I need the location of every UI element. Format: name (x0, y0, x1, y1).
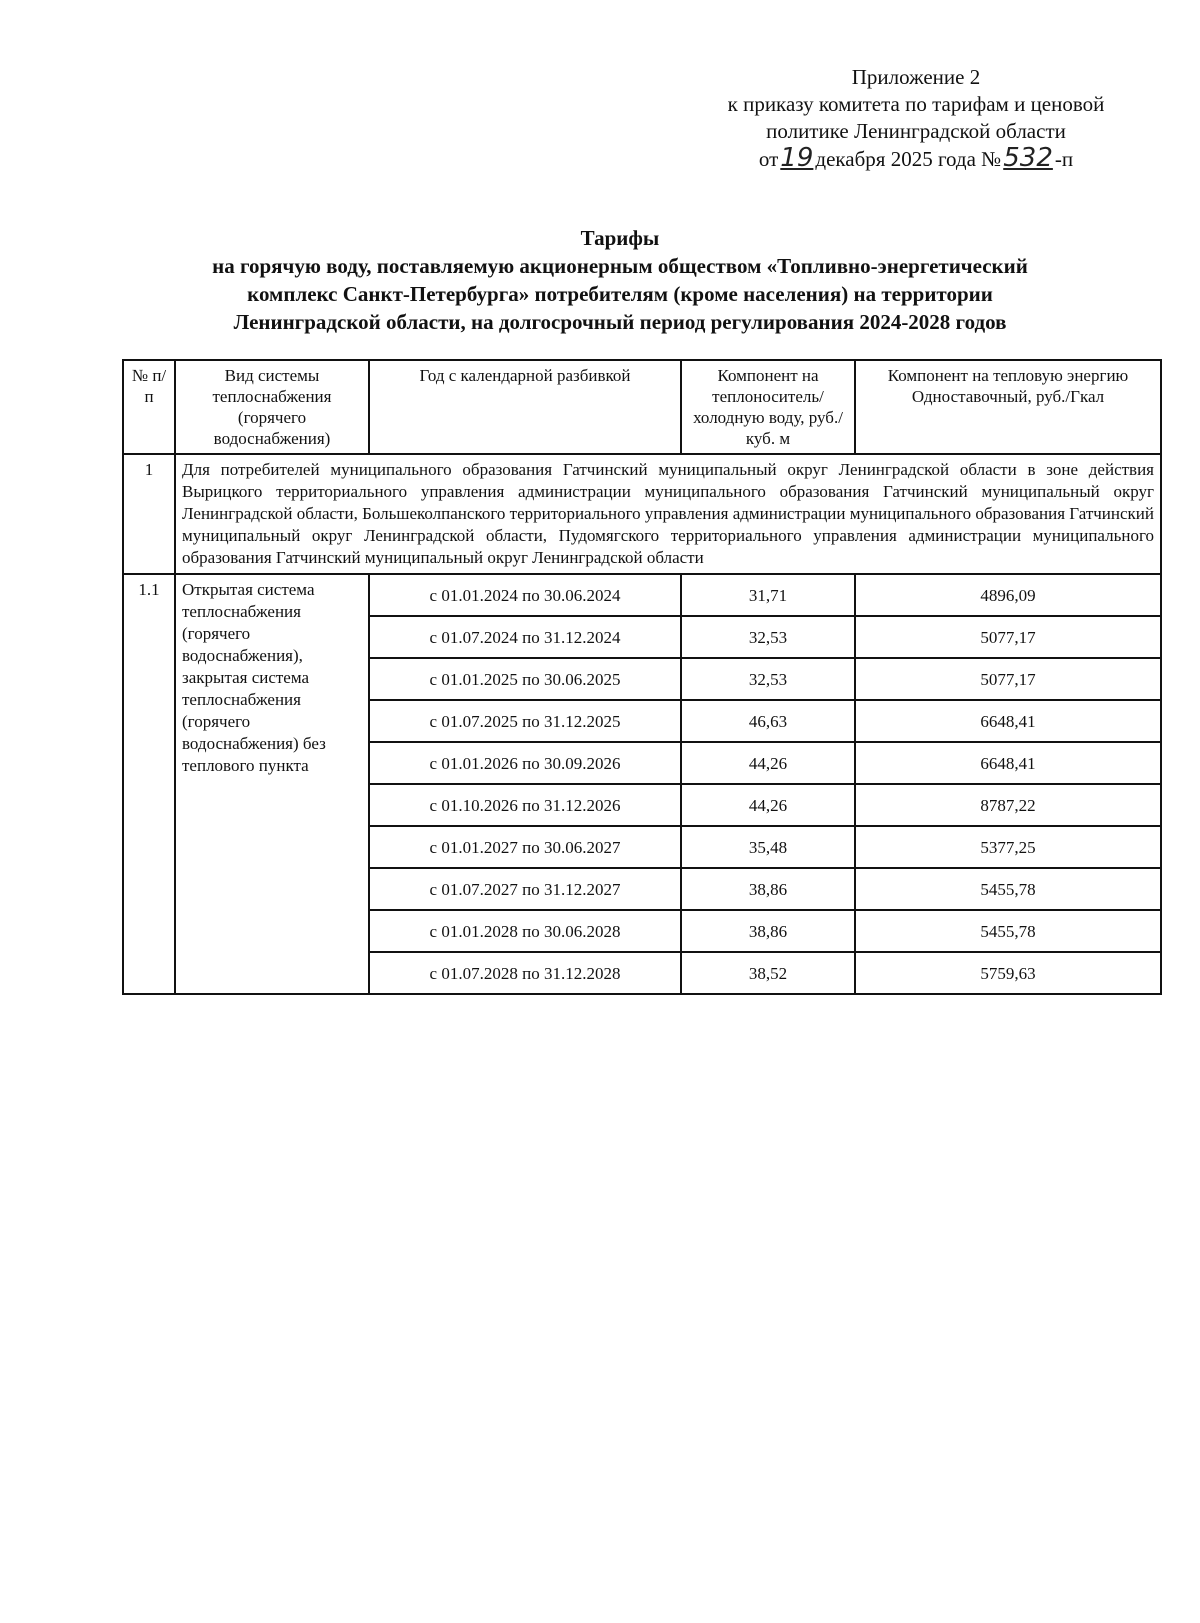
subsection-num: 1.1 (123, 574, 175, 994)
heat-component-cell: 6648,41 (855, 742, 1161, 784)
appendix-date-line (686, 145, 1146, 173)
water-component-cell: 46,63 (681, 700, 855, 742)
handwritten-order-number: 532 (1003, 143, 1053, 173)
heat-component-cell: 5759,63 (855, 952, 1161, 994)
water-component-cell: 35,48 (681, 826, 855, 868)
heat-component-cell: 5377,25 (855, 826, 1161, 868)
subsection-system: Открытая система теплоснабжения (горячего водоснабжения), закрытая система теплоснабжения (горячего водоснабжения) без теплового пункта (175, 574, 369, 994)
appendix-header (686, 64, 1146, 173)
period-cell: с 01.07.2025 по 31.12.2025 (369, 700, 681, 742)
water-component-cell: 32,53 (681, 658, 855, 700)
period-cell: с 01.10.2026 по 31.12.2026 (369, 784, 681, 826)
order-suffix: -п (1054, 147, 1074, 171)
heat-component-cell: 5455,78 (855, 868, 1161, 910)
appendix-line-3: политике Ленинградской области (766, 119, 1066, 143)
heat-component-cell: 5077,17 (855, 616, 1161, 658)
period-cell: с 01.07.2028 по 31.12.2028 (369, 952, 681, 994)
water-component-cell: 44,26 (681, 742, 855, 784)
water-component-cell: 44,26 (681, 784, 855, 826)
water-component-cell: 38,86 (681, 868, 855, 910)
header-system: Вид системы теплоснабжения (горячего водоснабжения) (175, 360, 369, 454)
water-component-cell: 31,71 (681, 574, 855, 616)
title-line-1: Тарифы (580, 226, 660, 250)
heat-component-cell: 5077,17 (855, 658, 1161, 700)
water-component-cell: 32,53 (681, 616, 855, 658)
heat-component-cell: 5455,78 (855, 910, 1161, 952)
appendix-line-1: Приложение 2 (851, 65, 981, 89)
handwritten-day: 19 (780, 143, 814, 173)
title-line-2: на горячую воду, поставляемую акционерным обществом «Топливно-энергетический (212, 254, 1028, 278)
water-component-cell: 38,52 (681, 952, 855, 994)
document-title (140, 224, 1100, 336)
period-cell: с 01.07.2027 по 31.12.2027 (369, 868, 681, 910)
table-header-row (123, 360, 1161, 454)
period-cell: с 01.01.2028 по 30.06.2028 (369, 910, 681, 952)
header-year: Год с календарной разбивкой (369, 360, 681, 454)
period-cell: с 01.01.2024 по 30.06.2024 (369, 574, 681, 616)
date-prefix: от (758, 147, 779, 171)
water-component-cell: 38,86 (681, 910, 855, 952)
period-cell: с 01.07.2024 по 31.12.2024 (369, 616, 681, 658)
title-line-4: Ленинградской области, на долгосрочный период регулирования 2024-2028 годов (233, 310, 1007, 334)
header-component-water: Компонент на теплоноситель/холодную воду, руб./куб. м (681, 360, 855, 454)
period-cell: с 01.01.2027 по 30.06.2027 (369, 826, 681, 868)
heat-component-cell: 6648,41 (855, 700, 1161, 742)
heat-component-cell: 4896,09 (855, 574, 1161, 616)
heat-component-cell: 8787,22 (855, 784, 1161, 826)
header-component-heat: Компонент на тепловую энергию Одноставочный, руб./Гкал (855, 360, 1161, 454)
table-row (123, 574, 1161, 616)
period-cell: с 01.01.2026 по 30.09.2026 (369, 742, 681, 784)
date-suffix: декабря 2025 года № (815, 147, 1002, 171)
section-num: 1 (123, 454, 175, 574)
period-cell: с 01.01.2025 по 30.06.2025 (369, 658, 681, 700)
section-text: Для потребителей муниципального образования Гатчинский муниципальный округ Ленинградской области в зоне действия Вырицкого территориального управления администрации муниципального образования Гатчинский муниципальный округ Ленинградской области, Большеколпанского территориального управления администрации муниципального образования Гатчинский муниципальный округ Ленинградской области, Пудомягского территориального управления администрации муниципального образования Гатчинский муниципальный округ Ленинградской области (175, 454, 1161, 574)
section-row (123, 454, 1161, 574)
tariff-table (122, 359, 1162, 995)
header-num: № п/п (123, 360, 175, 454)
title-line-3: комплекс Санкт-Петербурга» потребителям (кроме населения) на территории (247, 282, 993, 306)
appendix-line-2: к приказу комитета по тарифам и ценовой (727, 92, 1105, 116)
